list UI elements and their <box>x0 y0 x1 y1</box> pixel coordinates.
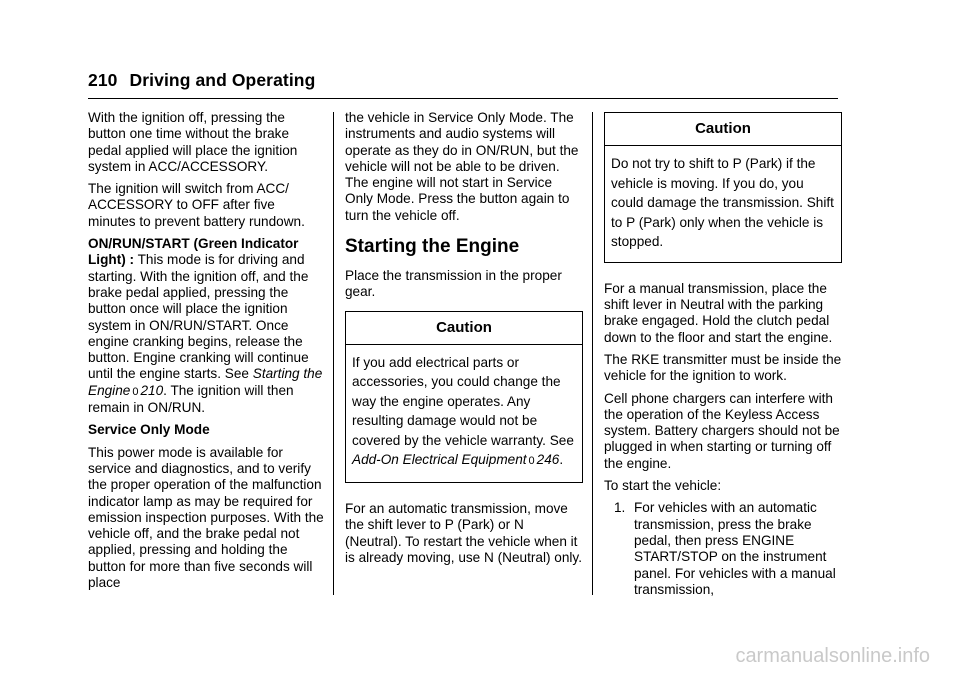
heading-service-only-mode: Service Only Mode <box>88 422 210 438</box>
step-text: For vehicles with an automatic transmission, press the brake pedal, then press ENGINE START/STOP on the instrument panel. For vehicles with a manual transmission, <box>634 500 836 597</box>
paragraph-on-run-start <box>88 236 324 416</box>
steps-list <box>604 500 842 598</box>
step-number: 1. <box>614 500 626 516</box>
list-item <box>614 500 842 598</box>
column-2 <box>345 110 583 572</box>
caution-title: Caution <box>346 312 582 345</box>
chapter-title: Driving and Operating <box>129 70 316 90</box>
paragraph-cell-chargers: Cell phone chargers can interfere with the operation of the Keyless Access system. Battery chargers should not be plugged in when starting or turning off the engine. <box>604 390 840 471</box>
paragraph-acc-timeout: The ignition will switch from ACC/ ACCESSORY to OFF after five minutes to prevent battery rundown. <box>88 181 305 229</box>
on-run-start-label: ON/RUN/START (Green Indicator Light) : <box>88 236 299 268</box>
paragraph-service-mode: This power mode is available for service and diagnostics, and to verify the proper operation of the malfunction indicator lamp as may be required for emission inspection purposes. With the vehicle off, and the brake pedal not applied, pressing and holding the button for more than five seconds will place <box>88 444 324 591</box>
paragraph-rke: The RKE transmitter must be inside the vehicle for the ignition to work. <box>604 351 842 384</box>
section-title-starting-engine: Starting the Engine <box>345 236 520 258</box>
column-divider-1 <box>333 112 334 595</box>
xref-page[interactable]: 246 <box>536 452 560 468</box>
paragraph-service-mode-cont: the vehicle in Service Only Mode. The instruments and audio systems will operate as they do in ON/RUN, but the vehicle will not be able to be driven. The engine will not start in Service Only Mode. Press the button again to turn the vehicle off. <box>345 110 579 223</box>
paragraph-to-start: To start the vehicle: <box>604 478 722 494</box>
paragraph-manual-transmission: For a manual transmission, place the shift lever in Neutral with the parking brake engaged. Hold the clutch pedal down to the floor and start the engine. <box>604 280 833 345</box>
paragraph-acc: With the ignition off, pressing the button one time without the brake pedal applied will place the ignition system in ACC/ACCESSORY. <box>88 110 298 174</box>
paragraph-proper-gear: Place the transmission in the proper gear. <box>345 268 562 300</box>
caution-tail: . <box>559 452 564 468</box>
caution-body: Do not try to shift to P (Park) if the vehicle is moving. If you do, you could damage the transmission. Shift to P (Park) only when the vehicle is stopped. <box>611 156 834 250</box>
page-header <box>88 70 315 91</box>
column-divider-2 <box>592 112 593 595</box>
column-1 <box>88 110 324 597</box>
on-run-start-text: This mode is for driving and starting. With the ignition off, and the brake pedal applied, pressing the button once will place the ignition system in ON/RUN/START. Once engine cranking begins, release the button. Engine cranking will continue until the engine starts. See <box>88 252 309 382</box>
paragraph-automatic-transmission: For an automatic transmission, move the shift lever to P (Park) or N (Neutral). To restart the vehicle when it is already moving, use N (Neutral) only. <box>345 500 582 565</box>
xref-add-on-electrical[interactable]: Add-On Electrical Equipment <box>352 452 527 468</box>
watermark: carmanualsonline.info <box>735 645 930 667</box>
caution-text: If you add electrical parts or accessories, you could change the way the engine operates. Any resulting damage would not be covered by the vehicle warranty. See <box>352 354 574 448</box>
xref-starting-engine[interactable]: Starting the Engine <box>88 366 323 398</box>
xref-arrow-icon: 0 <box>528 455 535 468</box>
on-run-start-tail: . The ignition will then remain in ON/RUN. <box>88 382 294 416</box>
column-3 <box>604 110 842 604</box>
caution-title: Caution <box>605 113 841 146</box>
caution-box-park <box>604 112 842 263</box>
caution-body <box>346 345 582 482</box>
caution-box-electrical <box>345 311 583 483</box>
page-number: 210 <box>88 70 118 90</box>
xref-arrow-icon: 0 <box>132 385 139 398</box>
xref-page[interactable]: 210 <box>140 382 164 398</box>
header-rule <box>88 98 838 99</box>
